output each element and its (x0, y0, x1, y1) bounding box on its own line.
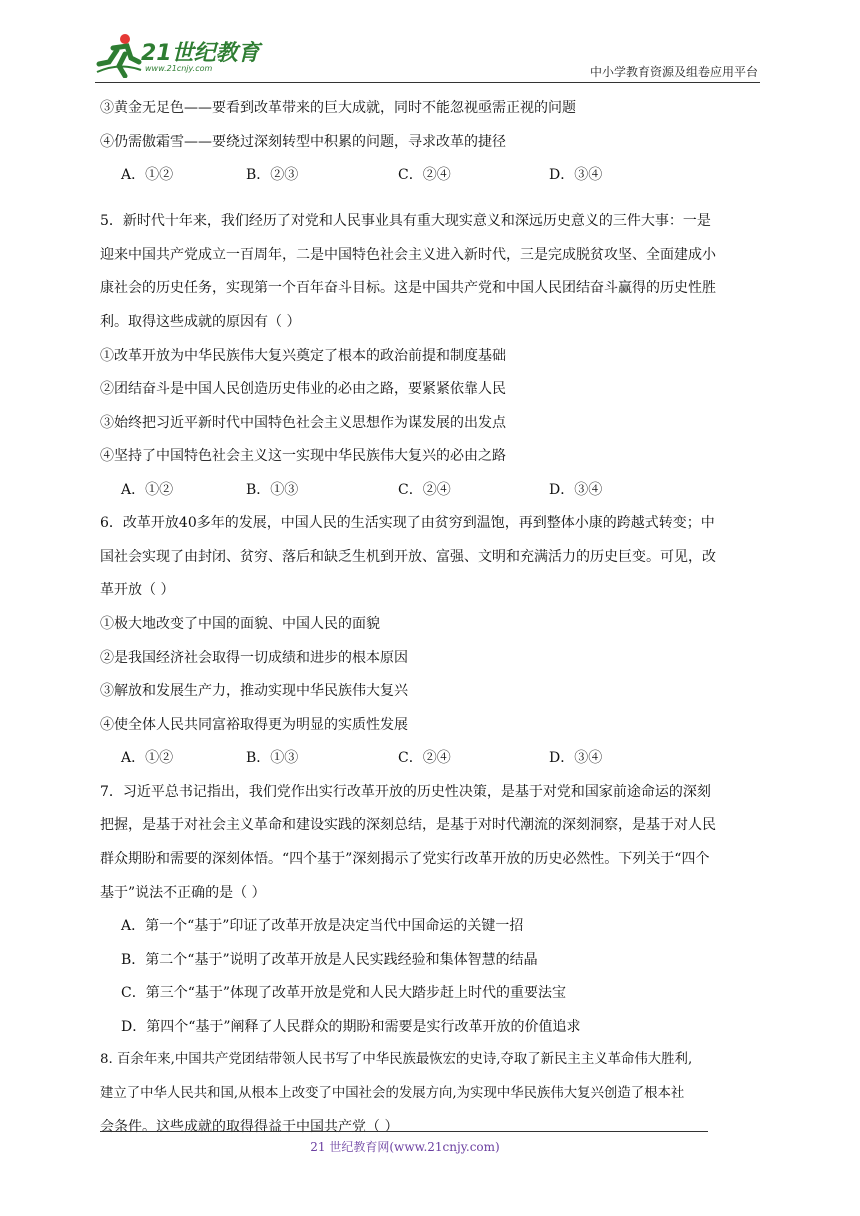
statement-line: ①改革开放为中华民族伟大复兴奠定了根本的政治前提和制度基础 (100, 348, 506, 364)
option-d[interactable]: D．第四个“基于”阐释了人民群众的期盼和需要是实行改革开放的价值追求 (121, 1019, 581, 1035)
question-5-stem: 利。取得这些成就的原因有（ ） (100, 314, 301, 330)
option-c[interactable]: C．②④ (398, 482, 451, 498)
runner-logo-icon (95, 32, 143, 78)
question-7-stem: 群众期盼和需要的深刻体悟。“四个基于”深刻揭示了党实行改革开放的历史必然性。下列关于“四个 (100, 851, 710, 867)
statement-line: ①极大地改变了中国的面貌、中国人民的面貌 (100, 616, 380, 632)
option-c[interactable]: C．②④ (398, 750, 451, 766)
question-8-stem: 8. 百余年来,中国共产党团结带领人民书写了中华民族最恢宏的史诗,夺取了新民主主义革命伟大胜利, (100, 1052, 693, 1067)
page-header (95, 30, 760, 83)
logo-url: www.21cnjy.com (145, 64, 213, 73)
statement-line: ④坚持了中国特色社会主义这一实现中华民族伟大复兴的必由之路 (100, 448, 506, 464)
option-d[interactable]: D．③④ (549, 167, 603, 183)
question-6-stem: 6．改革开放40多年的发展，中国人民的生活实现了由贫穷到温饱，再到整体小康的跨越式转变；中 (100, 515, 715, 531)
option-a[interactable]: A．第一个“基于”印证了改革开放是决定当代中国命运的关键一招 (121, 918, 524, 934)
question-8-stem: 建立了中华人民共和国,从根本上改变了中国社会的发展方向,为实现中华民族伟大复兴创造了根本社 (100, 1086, 685, 1101)
statement-line: ②是我国经济社会取得一切成绩和进步的根本原因 (100, 650, 408, 666)
option-c[interactable]: C．第三个“基于”体现了改革开放是党和人民大踏步赶上时代的重要法宝 (121, 985, 567, 1001)
statement-line: ③始终把习近平新时代中国特色社会主义思想作为谋发展的出发点 (100, 415, 506, 431)
option-b[interactable]: B．②③ (246, 167, 299, 183)
question-7-stem: 基于”说法不正确的是（ ） (100, 885, 266, 901)
option-c[interactable]: C．②④ (398, 167, 451, 183)
question-7-stem: 7．习近平总书记指出，我们党作出实行改革开放的历史性决策，是基于对党和国家前途命运的深刻 (100, 784, 711, 800)
platform-name: 中小学教育资源及组卷应用平台 (589, 65, 758, 79)
site-logo[interactable] (95, 30, 265, 80)
footer-link[interactable]: 21 世纪教育网(www.21cnjy.com) (310, 1140, 500, 1154)
question-5-stem: 迎来中国共产党成立一百周年，二是中国特色社会主义进入新时代，三是完成脱贫攻坚、全面建成小 (100, 247, 716, 263)
option-b[interactable]: B．①③ (246, 482, 299, 498)
statement-line: ③黄金无足色——要看到改革带来的巨大成就，同时不能忽视亟需正视的问题 (100, 100, 576, 116)
statement-line: ④使全体人民共同富裕取得更为明显的实质性发展 (100, 717, 408, 733)
option-a[interactable]: A．①② (121, 167, 174, 183)
question-8-stem: 会条件。这些成就的取得得益于中国共产党（ ） (100, 1119, 399, 1135)
statement-line: ④仍需傲霜雪——要绕过深刻转型中积累的问题，寻求改革的捷径 (100, 134, 506, 150)
question-7-stem: 把握，是基于对社会主义革命和建设实践的深刻总结，是基于对时代潮流的深刻洞察，是基于对人民 (100, 817, 716, 833)
option-a[interactable]: A．①② (121, 750, 174, 766)
option-b[interactable]: B．①③ (246, 750, 299, 766)
option-a[interactable]: A．①② (121, 482, 174, 498)
question-5-stem: 5．新时代十年来，我们经历了对党和人民事业具有重大现实意义和深远历史意义的三件大事：一是 (100, 213, 711, 229)
option-b[interactable]: B．第二个“基于”说明了改革开放是人民实践经验和集体智慧的结晶 (121, 952, 538, 968)
question-5-stem: 康社会的历史任务，实现第一个百年奋斗目标。这是中国共产党和中国人民团结奋斗赢得的历史性胜 (100, 280, 716, 296)
option-d[interactable]: D．③④ (549, 750, 603, 766)
question-6-stem: 国社会实现了由封闭、贫穷、落后和缺乏生机到开放、富强、文明和充满活力的历史巨变。可见，改 (100, 549, 716, 565)
logo-text: 21世纪教育 (141, 41, 260, 66)
statement-line: ③解放和发展生产力，推动实现中华民族伟大复兴 (100, 683, 408, 699)
option-d[interactable]: D．③④ (549, 482, 603, 498)
footer-divider (100, 1131, 708, 1132)
question-6-stem: 革开放（ ） (100, 582, 175, 598)
statement-line: ②团结奋斗是中国人民创造历史伟业的必由之路，要紧紧依靠人民 (100, 381, 506, 397)
